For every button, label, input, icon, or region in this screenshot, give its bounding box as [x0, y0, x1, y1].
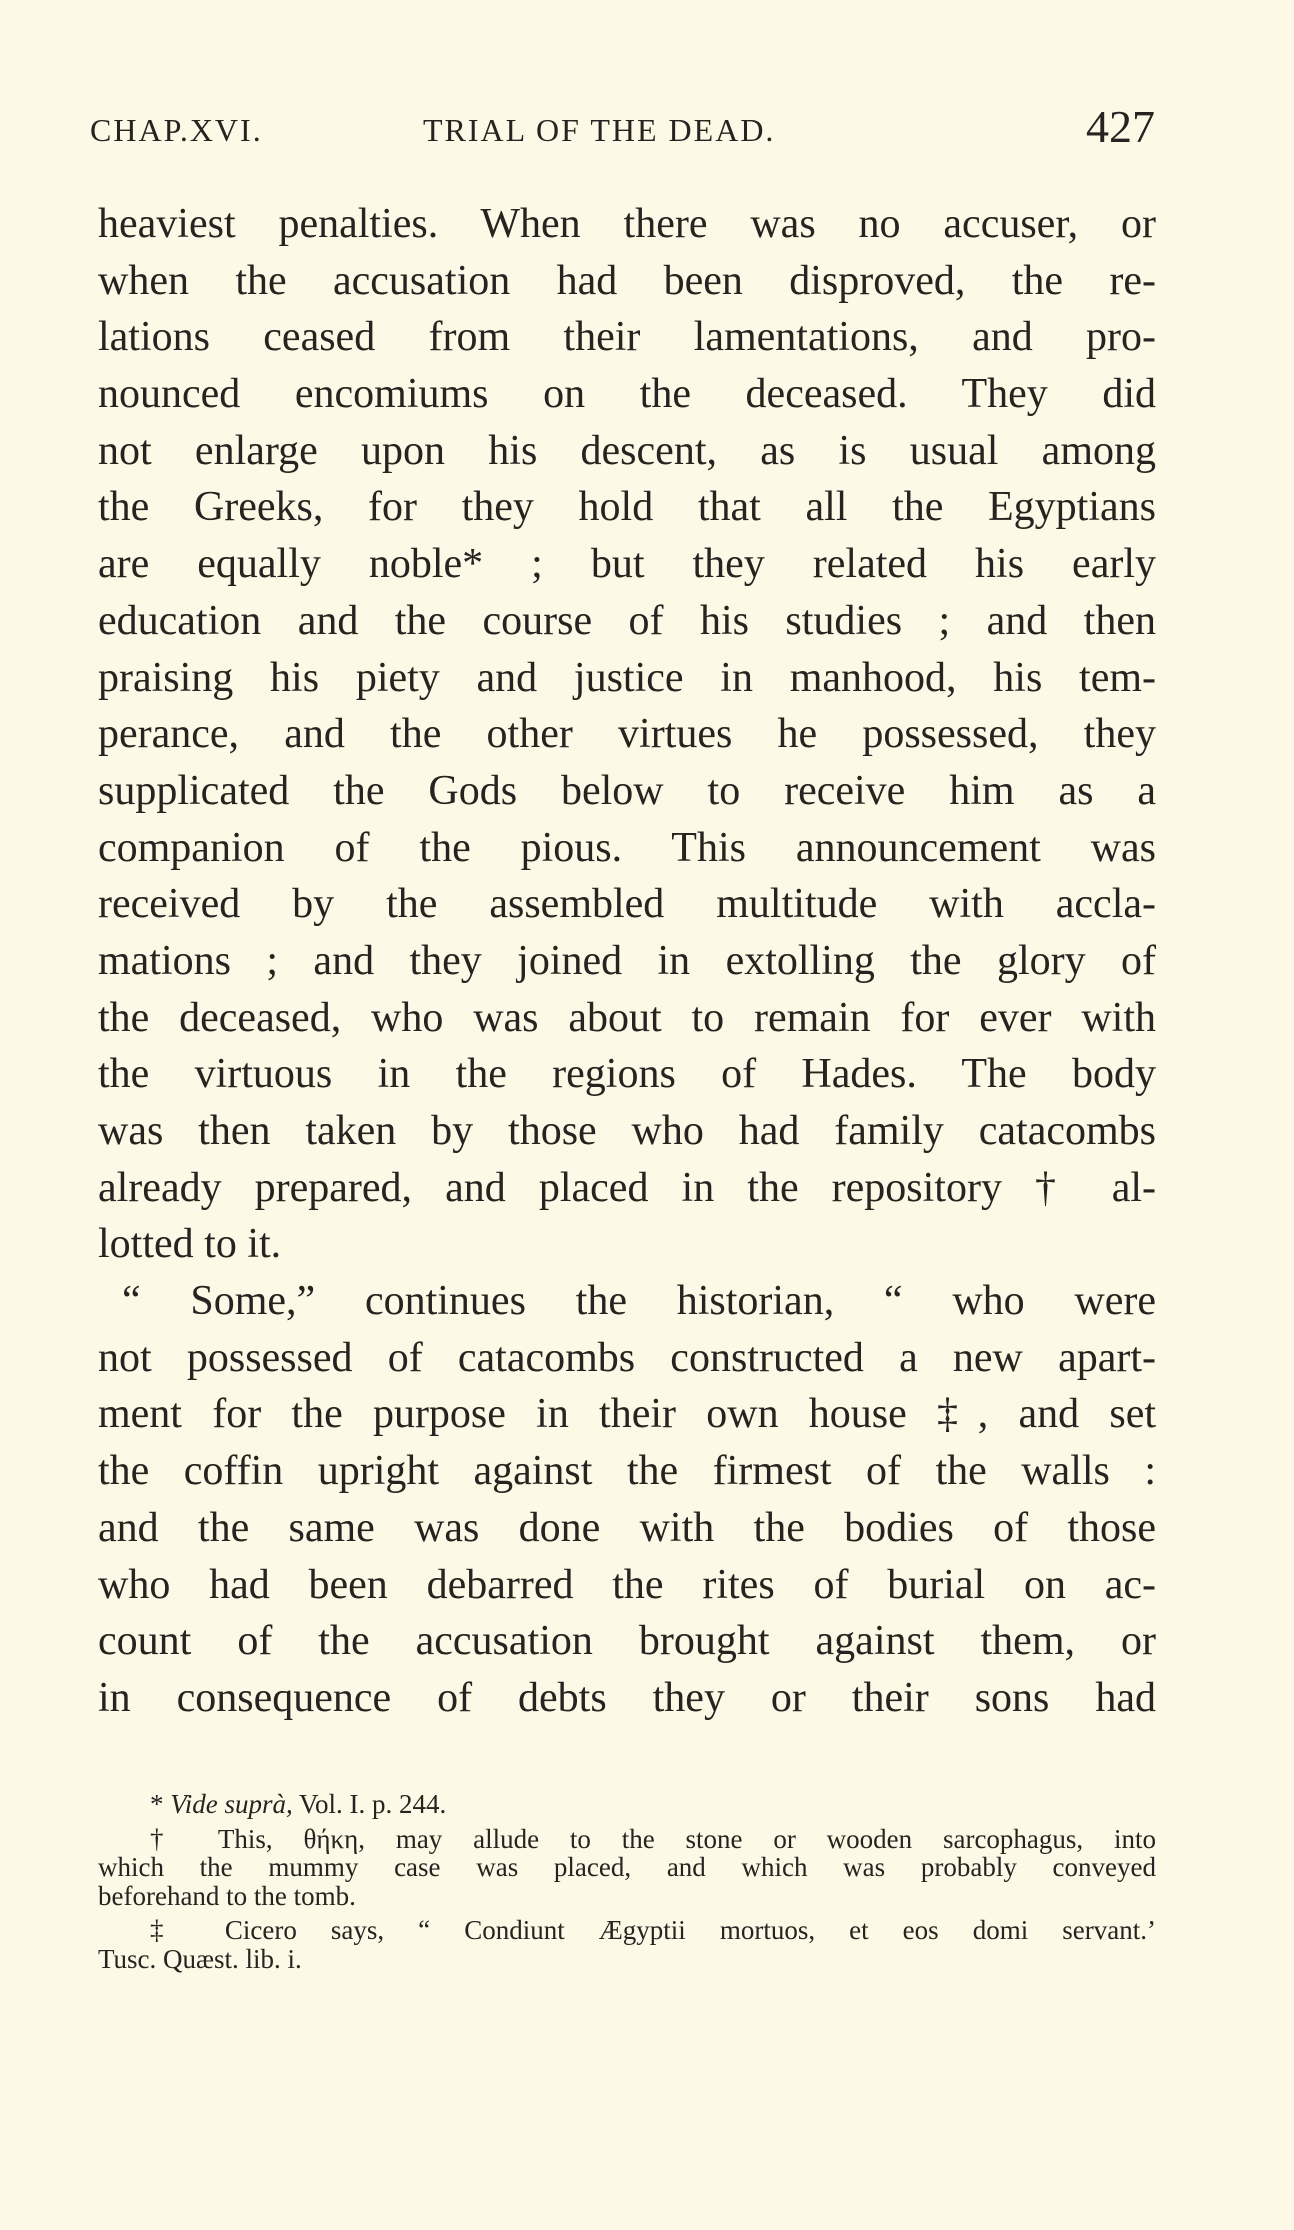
text-line: perance, and the other virtues he possessed, they [98, 711, 1156, 758]
text-line: the virtuous in the regions of Hades. The body [98, 1051, 1156, 1098]
text-line: mations ; and they joined in extolling the glory of [98, 937, 1156, 984]
text-line: not possessed of catacombs constructed a new apart- [98, 1334, 1156, 1381]
text-line: companion of the pious. This announcement was [98, 824, 1156, 871]
text-line: nounced encomiums on the deceased. They did [98, 371, 1156, 418]
text-line: lotted to it. [98, 1221, 282, 1268]
text-line: education and the course of his studies ; and then [98, 597, 1156, 644]
text-line: supplicated the Gods below to receive him as a [98, 767, 1156, 814]
page-number: 427 [1086, 101, 1155, 152]
footnote-1-italic: Vide suprà, [170, 1789, 293, 1819]
text-line: received by the assembled multitude with accla- [98, 881, 1156, 928]
footnote-1 [98, 1790, 1156, 1819]
chapter-label: CHAP.XVI. [90, 112, 263, 148]
footnote-3-line: ‡ Cicero says, “ Condiunt Ægyptii mortuos, et eos domi servant.’ [150, 1915, 1156, 1946]
text-line: already prepared, and placed in the repository † al- [98, 1164, 1156, 1211]
text-line: “ Some,” continues the historian, “ who were [122, 1278, 1156, 1325]
text-line: when the accusation had been disproved, the re- [98, 257, 1156, 304]
text-line: are equally noble* ; but they related his early [98, 541, 1156, 588]
text-line: the deceased, who was about to remain for ever with [98, 994, 1156, 1041]
text-line: praising his piety and justice in manhood, his tem- [98, 654, 1156, 701]
footnote-2-line: beforehand to the tomb. [98, 1880, 356, 1911]
text-line: the coffin upright against the firmest of the walls : [98, 1448, 1156, 1495]
footnotes [98, 1790, 1156, 1974]
text-line: count of the accusation brought against them, or [98, 1618, 1156, 1665]
footnote-3-line: Tusc. Quæst. lib. i. [98, 1943, 302, 1974]
text-line: lations ceased from their lamentations, and pro- [98, 314, 1156, 361]
text-line: ment for the purpose in their own house ‡, and set [98, 1391, 1156, 1438]
footnote-2-line: which the mummy case was placed, and which was probably conveyed [98, 1852, 1156, 1883]
footnote-1-text: Vol. I. p. 244. [299, 1789, 447, 1819]
text-line: not enlarge upon his descent, as is usual among [98, 427, 1156, 474]
body-text [98, 196, 1156, 1727]
running-head [90, 101, 1155, 158]
text-line: the Greeks, for they hold that all the Egyptians [98, 484, 1156, 531]
text-line: was then taken by those who had family catacombs [98, 1108, 1156, 1154]
footnote-2-line: † This, θήκη, may allude to the stone or wooden sarcophagus, into [150, 1823, 1156, 1854]
chapter-title: TRIAL OF THE DEAD. [423, 112, 776, 148]
text-line: who had been debarred the rites of burial on ac- [98, 1561, 1156, 1608]
text-line: and the same was done with the bodies of those [98, 1504, 1156, 1551]
text-line: heaviest penalties. When there was no accuser, or [98, 201, 1156, 247]
footnote-1-mark: * [150, 1789, 164, 1819]
text-line: in consequence of debts they or their sons had [98, 1674, 1156, 1721]
